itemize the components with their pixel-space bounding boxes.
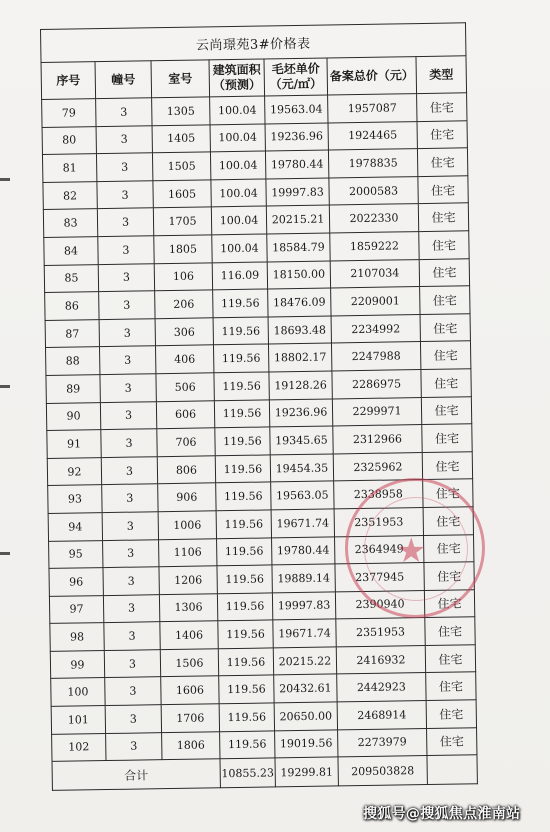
cell-area: 100.04 bbox=[210, 124, 265, 152]
cell-unit-price: 19780.44 bbox=[265, 150, 328, 179]
cell-building: 3 bbox=[103, 594, 159, 622]
cell-total: 2234992 bbox=[331, 314, 420, 343]
price-table bbox=[40, 22, 478, 791]
cell-area: 119.56 bbox=[215, 427, 270, 455]
cell-type: 住宅 bbox=[418, 203, 468, 231]
cell-room: 1606 bbox=[161, 676, 219, 705]
cell-unit-price: 20650.00 bbox=[274, 702, 337, 731]
cell-unit-price: 18693.48 bbox=[268, 316, 331, 345]
cell-seq: 93 bbox=[48, 485, 102, 513]
cell-unit-price: 19236.96 bbox=[269, 398, 332, 427]
cell-seq: 102 bbox=[52, 733, 106, 761]
cell-area: 119.56 bbox=[213, 317, 268, 345]
cell-seq: 99 bbox=[50, 650, 104, 678]
cell-total: 2442923 bbox=[337, 673, 426, 702]
cell-seq: 96 bbox=[49, 568, 103, 596]
cell-total: 2247988 bbox=[331, 342, 420, 371]
cell-area: 100.04 bbox=[210, 151, 265, 179]
cell-seq: 94 bbox=[48, 512, 102, 540]
cell-unit-price: 18476.09 bbox=[268, 288, 331, 317]
cell-seq: 90 bbox=[46, 402, 100, 430]
cell-total: 2351953 bbox=[334, 507, 423, 536]
cell-room: 906 bbox=[158, 483, 216, 512]
cell-total: 2022330 bbox=[329, 204, 418, 233]
cell-room: 1806 bbox=[162, 731, 220, 760]
cell-building: 3 bbox=[104, 650, 160, 678]
cell-area: 119.56 bbox=[217, 593, 272, 621]
cell-total: 2286975 bbox=[332, 369, 421, 398]
cell-area: 119.56 bbox=[218, 620, 273, 648]
totals-total: 209503828 bbox=[338, 756, 427, 786]
cell-area: 119.56 bbox=[220, 731, 275, 759]
cell-total: 2390940 bbox=[335, 590, 424, 619]
cell-room: 506 bbox=[156, 373, 214, 402]
cell-building: 3 bbox=[96, 125, 152, 153]
cell-room: 1106 bbox=[159, 538, 217, 567]
header-room: 室号 bbox=[151, 60, 210, 98]
cell-room: 1706 bbox=[161, 704, 219, 733]
cell-building: 3 bbox=[96, 98, 152, 126]
seal-star-icon: ★ bbox=[396, 531, 427, 571]
cell-total: 1924465 bbox=[328, 121, 417, 150]
scan-mark bbox=[0, 385, 10, 388]
cell-unit-price: 20432.61 bbox=[274, 674, 337, 703]
cell-room: 106 bbox=[154, 262, 212, 291]
cell-building: 3 bbox=[98, 263, 154, 291]
cell-seq: 101 bbox=[51, 706, 105, 734]
cell-total: 2377945 bbox=[335, 563, 424, 592]
cell-type: 住宅 bbox=[423, 507, 473, 535]
cell-building: 3 bbox=[98, 236, 154, 264]
cell-unit-price: 20215.21 bbox=[266, 205, 329, 234]
cell-room: 1505 bbox=[152, 152, 210, 181]
cell-type: 住宅 bbox=[423, 534, 473, 562]
cell-type: 住宅 bbox=[420, 314, 470, 342]
cell-seq: 89 bbox=[46, 375, 100, 403]
cell-type: 住宅 bbox=[426, 700, 476, 728]
totals-row bbox=[52, 755, 477, 791]
cell-building: 3 bbox=[105, 677, 161, 705]
cell-type: 住宅 bbox=[427, 727, 477, 755]
cell-total: 2338958 bbox=[334, 480, 423, 509]
cell-type: 住宅 bbox=[422, 451, 472, 479]
cell-unit-price: 19671.74 bbox=[271, 509, 334, 538]
cell-unit-price: 19563.04 bbox=[265, 95, 328, 124]
cell-building: 3 bbox=[97, 208, 153, 236]
cell-building: 3 bbox=[100, 401, 156, 429]
cell-area: 119.56 bbox=[217, 565, 272, 593]
cell-seq: 92 bbox=[47, 457, 101, 485]
cell-unit-price: 18802.17 bbox=[268, 343, 331, 372]
cell-area: 119.56 bbox=[219, 703, 274, 731]
cell-room: 1006 bbox=[158, 511, 216, 540]
cell-building: 3 bbox=[103, 539, 159, 567]
watermark: 搜狐号@搜狐焦点淮南站 bbox=[363, 806, 521, 822]
cell-area: 119.56 bbox=[216, 482, 271, 510]
cell-area: 119.56 bbox=[216, 510, 271, 538]
cell-seq: 86 bbox=[45, 292, 99, 320]
totals-type bbox=[427, 755, 478, 785]
cell-room: 1305 bbox=[152, 97, 210, 126]
cell-type: 住宅 bbox=[421, 369, 471, 397]
totals-label: 合计 bbox=[52, 759, 220, 791]
cell-seq: 82 bbox=[43, 181, 97, 209]
cell-type: 住宅 bbox=[425, 645, 475, 673]
cell-seq: 97 bbox=[49, 595, 103, 623]
cell-type: 住宅 bbox=[420, 341, 470, 369]
cell-building: 3 bbox=[97, 181, 153, 209]
cell-building: 3 bbox=[103, 567, 159, 595]
cell-room: 306 bbox=[155, 318, 213, 347]
cell-unit-price: 19671.74 bbox=[273, 619, 336, 648]
cell-unit-price: 18584.79 bbox=[267, 233, 330, 262]
cell-seq: 100 bbox=[51, 678, 105, 706]
cell-seq: 81 bbox=[42, 154, 96, 182]
cell-unit-price: 19128.26 bbox=[269, 371, 332, 400]
cell-total: 1957087 bbox=[328, 94, 417, 123]
cell-type: 住宅 bbox=[424, 562, 474, 590]
cell-area: 119.56 bbox=[214, 399, 269, 427]
cell-type: 住宅 bbox=[419, 231, 469, 259]
cell-area: 100.04 bbox=[210, 96, 265, 124]
cell-seq: 83 bbox=[43, 209, 97, 237]
cell-seq: 84 bbox=[44, 237, 98, 265]
cell-building: 3 bbox=[102, 512, 158, 540]
cell-total: 2351953 bbox=[336, 618, 425, 647]
cell-seq: 79 bbox=[42, 99, 96, 127]
cell-unit-price: 19236.96 bbox=[265, 123, 328, 152]
cell-type: 住宅 bbox=[424, 589, 474, 617]
cell-area: 119.56 bbox=[215, 455, 270, 483]
cell-room: 706 bbox=[157, 428, 215, 457]
scan-mark bbox=[0, 552, 10, 555]
cell-seq: 95 bbox=[49, 540, 103, 568]
cell-room: 1506 bbox=[160, 649, 218, 678]
cell-seq: 88 bbox=[46, 347, 100, 375]
cell-area: 119.56 bbox=[213, 289, 268, 317]
table-title: 云尚璟苑3#价格表 bbox=[41, 23, 467, 63]
cell-total: 2312966 bbox=[333, 425, 422, 454]
cell-unit-price: 19997.83 bbox=[266, 178, 329, 207]
cell-building: 3 bbox=[104, 622, 160, 650]
cell-unit-price: 19780.44 bbox=[272, 536, 335, 565]
cell-type: 住宅 bbox=[423, 479, 473, 507]
cell-type: 住宅 bbox=[422, 424, 472, 452]
header-area: 建筑面积（预测） bbox=[209, 59, 265, 97]
cell-seq: 85 bbox=[44, 264, 98, 292]
cell-building: 3 bbox=[106, 732, 162, 760]
cell-room: 406 bbox=[155, 345, 213, 374]
cell-type: 住宅 bbox=[426, 672, 476, 700]
cell-building: 3 bbox=[101, 456, 157, 484]
cell-building: 3 bbox=[100, 346, 156, 374]
cell-unit-price: 19563.05 bbox=[271, 481, 334, 510]
cell-type: 住宅 bbox=[417, 93, 467, 121]
cell-room: 1306 bbox=[159, 593, 217, 622]
cell-room: 1405 bbox=[152, 124, 210, 153]
cell-seq: 91 bbox=[47, 430, 101, 458]
cell-total: 2299971 bbox=[332, 397, 421, 426]
totals-area: 10855.23 bbox=[220, 758, 275, 788]
cell-area: 100.04 bbox=[211, 179, 266, 207]
cell-total: 2364949 bbox=[335, 535, 424, 564]
cell-total: 2273979 bbox=[338, 728, 427, 757]
cell-total: 1859222 bbox=[330, 232, 419, 261]
cell-building: 3 bbox=[99, 291, 155, 319]
cell-room: 1206 bbox=[159, 566, 217, 595]
header-total: 备案总价（元） bbox=[327, 57, 417, 95]
cell-seq: 80 bbox=[42, 126, 96, 154]
cell-total: 2000583 bbox=[329, 176, 418, 205]
cell-building: 3 bbox=[102, 484, 158, 512]
totals-unit-price: 19299.81 bbox=[275, 757, 338, 787]
cell-area: 116.09 bbox=[212, 262, 267, 290]
cell-area: 119.56 bbox=[218, 648, 273, 676]
cell-building: 3 bbox=[96, 153, 152, 181]
cell-unit-price: 20215.22 bbox=[273, 647, 336, 676]
header-seq: 序号 bbox=[41, 62, 96, 100]
cell-total: 2325962 bbox=[333, 452, 422, 481]
header-unit-price: 毛坯单价（元/㎡） bbox=[264, 58, 328, 96]
cell-unit-price: 19454.35 bbox=[270, 454, 333, 483]
cell-type: 住宅 bbox=[419, 258, 469, 286]
cell-total: 2107034 bbox=[330, 259, 419, 288]
cell-room: 1805 bbox=[154, 235, 212, 264]
cell-building: 3 bbox=[101, 429, 157, 457]
cell-building: 3 bbox=[100, 374, 156, 402]
cell-total: 2468914 bbox=[337, 701, 426, 730]
scan-mark bbox=[0, 178, 10, 181]
cell-type: 住宅 bbox=[420, 286, 470, 314]
cell-total: 2209001 bbox=[331, 287, 420, 316]
cell-building: 3 bbox=[99, 318, 155, 346]
cell-type: 住宅 bbox=[425, 617, 475, 645]
cell-area: 119.56 bbox=[214, 372, 269, 400]
cell-type: 住宅 bbox=[421, 396, 471, 424]
cell-seq: 98 bbox=[50, 623, 104, 651]
cell-area: 119.56 bbox=[217, 537, 272, 565]
cell-area: 100.04 bbox=[211, 206, 266, 234]
cell-room: 606 bbox=[156, 400, 214, 429]
cell-type: 住宅 bbox=[417, 120, 467, 148]
cell-building: 3 bbox=[105, 705, 161, 733]
cell-room: 1605 bbox=[153, 180, 211, 209]
cell-total: 2416932 bbox=[336, 645, 425, 674]
cell-unit-price: 19997.83 bbox=[272, 592, 335, 621]
cell-seq: 87 bbox=[45, 319, 99, 347]
cell-room: 806 bbox=[157, 456, 215, 485]
cell-unit-price: 19345.65 bbox=[270, 426, 333, 455]
cell-room: 1406 bbox=[160, 621, 218, 650]
header-building: 幢号 bbox=[95, 61, 152, 99]
cell-area: 119.56 bbox=[213, 344, 268, 372]
cell-type: 住宅 bbox=[418, 176, 468, 204]
cell-unit-price: 19019.56 bbox=[275, 730, 338, 759]
cell-area: 100.04 bbox=[212, 234, 267, 262]
cell-type: 住宅 bbox=[417, 148, 467, 176]
cell-unit-price: 18150.00 bbox=[267, 261, 330, 290]
cell-room: 206 bbox=[155, 290, 213, 319]
cell-total: 1978835 bbox=[328, 149, 417, 178]
header-type: 类型 bbox=[416, 56, 467, 94]
cell-unit-price: 19889.14 bbox=[272, 564, 335, 593]
cell-area: 119.56 bbox=[219, 675, 274, 703]
cell-room: 1705 bbox=[153, 207, 211, 236]
